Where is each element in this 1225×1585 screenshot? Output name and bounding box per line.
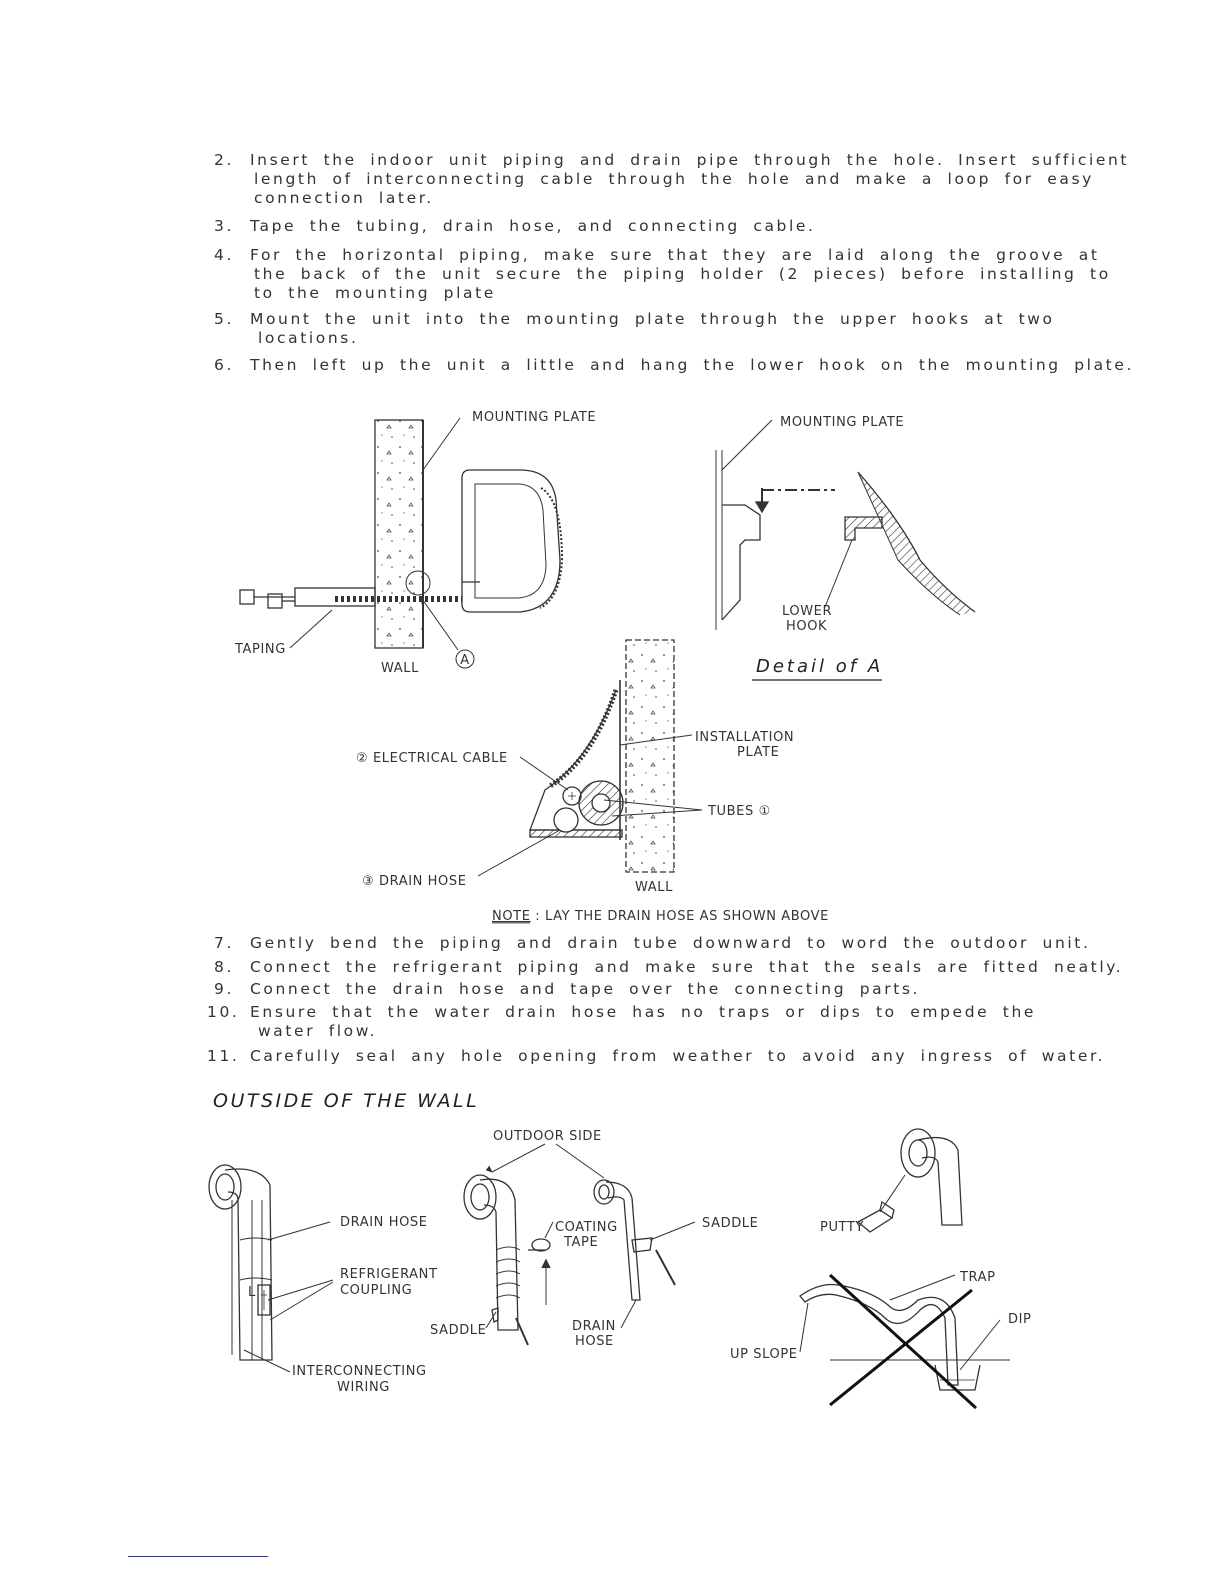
label-detail-mounting-plate: MOUNTING PLATE [780, 415, 905, 430]
leader-saddle-right [650, 1222, 695, 1240]
indoor-unit-front [475, 484, 546, 598]
leader-up-slope [800, 1303, 808, 1352]
step-line: Connect the drain hose and tape over the connecting parts. [250, 980, 921, 998]
note-label: NOTE [492, 909, 531, 924]
step-line: connection later. [254, 189, 434, 207]
leader-dip [960, 1320, 1000, 1370]
note-text: : LAY THE DRAIN HOSE AS SHOWN ABOVE [530, 909, 829, 924]
label-drain: DRAIN [572, 1319, 616, 1334]
label-hose: HOSE [575, 1334, 614, 1349]
step-number: 8. [214, 958, 234, 976]
screw-left [516, 1318, 528, 1345]
step-line: Connect the refrigerant piping and make sure that the seals are fitted neatly. [250, 958, 1124, 976]
leader-electrical-cable [520, 757, 568, 790]
footer-rule [128, 1556, 268, 1557]
bottom-tray [530, 830, 622, 837]
saddle-right [632, 1238, 652, 1252]
step-line: Mount the unit into the mounting plate through the upper hooks at two [250, 310, 1055, 328]
figure-cross-section [478, 640, 702, 876]
step-line: Ensure that the water drain hose has no traps or dips to empede the [250, 1003, 1037, 1021]
label-drain-hose: ③ DRAIN HOSE [362, 874, 467, 889]
screw-right [656, 1250, 675, 1285]
leader-saddle-left [486, 1312, 496, 1328]
step-number: 6. [214, 356, 234, 374]
step-number: 5. [214, 310, 234, 328]
sleeve-ring-right [594, 1180, 614, 1204]
saddle-clip-top [532, 1239, 550, 1251]
label-installation: INSTALLATION [695, 730, 795, 745]
step-line: Then left up the unit a little and hang the lower hook on the mounting plate. [250, 356, 1135, 374]
label-taping: TAPING [235, 642, 286, 657]
wall-sleeve-ring [209, 1165, 241, 1209]
leader-mounting-plate [423, 418, 460, 470]
label-saddle-right: SADDLE [702, 1216, 759, 1231]
leader-detail-plate [722, 420, 772, 470]
label-saddle-left: SADDLE [430, 1323, 487, 1338]
step-line: Tape the tubing, drain hose, and connecting cable. [250, 217, 816, 235]
label-mounting-plate: MOUNTING PLATE [472, 410, 597, 425]
label-interconnecting: INTERCONNECTING [292, 1364, 427, 1379]
section-heading: OUTSIDE OF THE WALL [213, 1090, 480, 1112]
step-line: Gently bend the piping and drain tube downward to word the outdoor unit. [250, 934, 1091, 952]
step-number: 9. [214, 980, 234, 998]
label-l: L [248, 1285, 256, 1300]
lower-hook [845, 517, 882, 540]
step-number: 4. [214, 246, 234, 264]
label-hook: HOOK [786, 619, 828, 634]
wall-section [375, 420, 423, 648]
label-putty: PUTTY [820, 1220, 864, 1235]
step-line: locations. [258, 329, 359, 347]
label-outdoor-side: OUTDOOR SIDE [493, 1129, 602, 1144]
step-line: For the horizontal piping, make sure that they are laid along the groove at [250, 246, 1100, 264]
note [492, 909, 829, 924]
step-line: Insert the indoor unit piping and drain pipe through the hole. Insert sufficient [250, 151, 1130, 169]
step-number: 10. [207, 1003, 240, 1021]
sleeve-ring-left [464, 1175, 496, 1219]
figure-outside-piping [209, 1165, 333, 1372]
putty-ring [901, 1129, 935, 1177]
plate-hook-profile [722, 505, 760, 620]
label-detail-a: Detail of A [756, 656, 884, 677]
label-refrigerant: REFRIGERANT [340, 1267, 438, 1282]
step-line: length of interconnecting cable through the hole and make a loop for easy [254, 170, 1094, 188]
leader-wiring [244, 1350, 290, 1372]
leader-outdoor-1 [492, 1144, 545, 1172]
pipe-left [480, 1179, 518, 1330]
label-wiring: WIRING [337, 1380, 390, 1395]
step-number: 11. [207, 1047, 240, 1065]
label-trap: TRAP [960, 1270, 996, 1285]
tube-1 [592, 794, 610, 812]
label-lower: LOWER [782, 604, 833, 619]
figure-putty-and-trap [800, 1129, 1010, 1408]
label-drain-hose-4: DRAIN HOSE [340, 1215, 428, 1230]
leader-coupling-2 [270, 1282, 333, 1320]
step-number: 7. [214, 934, 234, 952]
leader-lower-hook [825, 540, 852, 607]
leader-putty [880, 1175, 905, 1212]
step-number: 2. [214, 151, 234, 169]
leader-taping [290, 610, 332, 648]
leader-outdoor-2 [556, 1144, 604, 1178]
pipe-flare-2 [268, 594, 282, 608]
leader-drain-5 [621, 1300, 636, 1328]
label-tape: TAPE [564, 1235, 599, 1250]
label-up-slope: UP SLOPE [730, 1347, 798, 1362]
label-dip: DIP [1008, 1312, 1032, 1327]
leader-trap [890, 1275, 955, 1300]
figure-wall-mounting [240, 418, 562, 668]
step-line: to the mounting plate [254, 284, 496, 302]
label-coupling: COUPLING [340, 1283, 413, 1298]
step-number: 3. [214, 217, 234, 235]
label-wall: WALL [381, 661, 419, 676]
figure-detail-a [716, 420, 975, 630]
pipe-flare-1 [240, 590, 254, 604]
leader-coupling-1 [268, 1280, 333, 1300]
leader-drain-hose-4 [268, 1222, 330, 1240]
x-mark-2 [830, 1290, 972, 1405]
label-plate: PLATE [737, 745, 780, 760]
label-electrical-cable: ② ELECTRICAL CABLE [356, 751, 508, 766]
pipe-putty [918, 1138, 962, 1225]
leader-drain-hose [478, 830, 560, 876]
step-line: Carefully seal any hole opening from weather to avoid any ingress of water. [250, 1047, 1106, 1065]
label-callout-a: A [460, 653, 470, 668]
label-tubes: TUBES ① [708, 804, 771, 819]
step-line: the back of the unit secure the piping holder (2 pieces) before installing to [254, 265, 1111, 283]
step-line: water flow. [258, 1022, 378, 1040]
wall-section-2 [626, 640, 674, 872]
label-coating: COATING [555, 1220, 618, 1235]
drain-hose-section [554, 808, 578, 832]
label-wall-2: WALL [635, 880, 673, 895]
leader-coating [545, 1222, 553, 1238]
